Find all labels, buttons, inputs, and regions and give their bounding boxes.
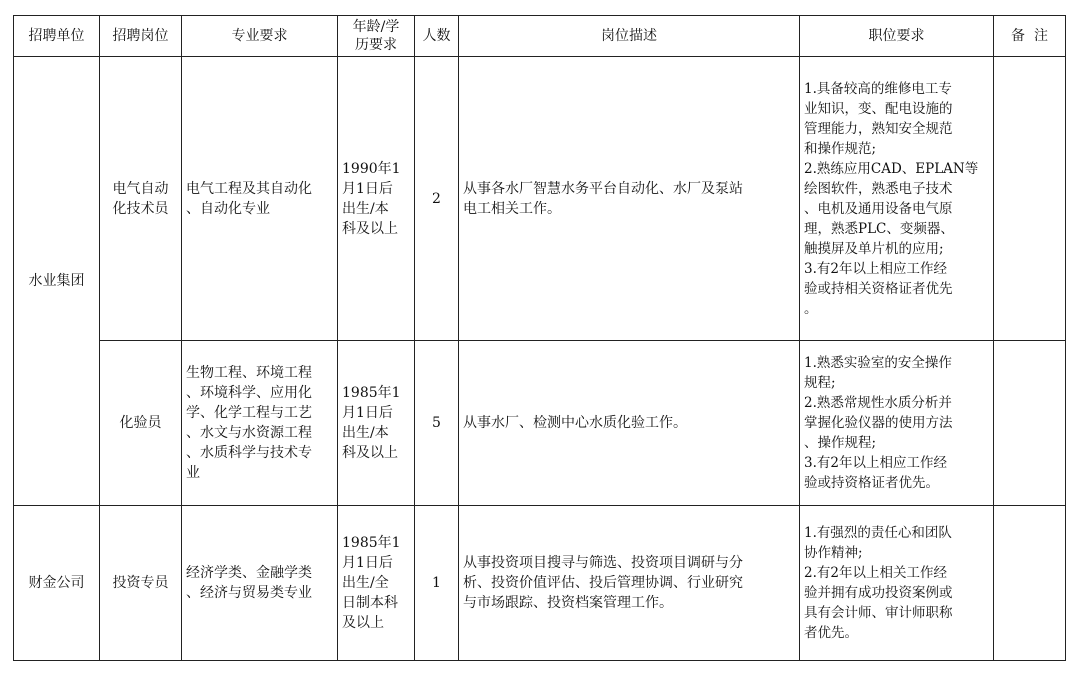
header-note: 备 注 (994, 16, 1066, 57)
age-cell: 1985年1 月1日后 出生/全 日制本科 及以上 (338, 506, 415, 661)
desc-cell: 从事各水厂智慧水务平台自动化、水厂及泵站 电工相关工作。 (459, 57, 800, 341)
count-cell: 2 (415, 57, 459, 341)
note-cell (994, 57, 1066, 341)
reqs-cell: 1.具备较高的维修电工专 业知识，变、配电设施的 管理能力，熟知安全规范 和操作规范; 2.熟练应用CAD、EPLAN等 绘图软件，熟悉电子技术 、电机及通用设备电气原 理，熟悉PLC、变频器、 触摸屏及单片机的应用; 3.有2年以上相应工作经 验或持相关资格证者优先 。 (800, 57, 994, 341)
recruitment-table (13, 15, 1066, 661)
post-cell: 电气自动 化技术员 (100, 57, 182, 341)
age-cell: 1985年1 月1日后 出生/本 科及以上 (338, 341, 415, 506)
major-cell: 经济学类、金融学类 、经济与贸易类专业 (182, 506, 338, 661)
age-cell: 1990年1 月1日后 出生/本 科及以上 (338, 57, 415, 341)
desc-cell: 从事水厂、检测中心水质化验工作。 (459, 341, 800, 506)
unit-cell: 水业集团 (14, 57, 100, 506)
header-row (14, 16, 1066, 57)
note-cell (994, 506, 1066, 661)
table-row (14, 57, 1066, 341)
table-row (14, 341, 1066, 506)
note-cell (994, 341, 1066, 506)
unit-cell: 财金公司 (14, 506, 100, 661)
post-cell: 投资专员 (100, 506, 182, 661)
desc-cell: 从事投资项目搜寻与筛选、投资项目调研与分 析、投资价值评估、投后管理协调、行业研究 与市场跟踪、投资档案管理工作。 (459, 506, 800, 661)
major-cell: 电气工程及其自动化 、自动化专业 (182, 57, 338, 341)
header-reqs: 职位要求 (800, 16, 994, 57)
header-post: 招聘岗位 (100, 16, 182, 57)
header-age: 年龄/学 历要求 (338, 16, 415, 57)
table-row (14, 506, 1066, 661)
major-cell: 生物工程、环境工程 、环境科学、应用化 学、化学工程与工艺 、水文与水资源工程 、水质科学与技术专 业 (182, 341, 338, 506)
header-count: 人数 (415, 16, 459, 57)
header-unit: 招聘单位 (14, 16, 100, 57)
count-cell: 1 (415, 506, 459, 661)
reqs-cell: 1.有强烈的责任心和团队 协作精神; 2.有2年以上相关工作经 验并拥有成功投资案例或 具有会计师、审计师职称 者优先。 (800, 506, 994, 661)
reqs-cell: 1.熟悉实验室的安全操作 规程; 2.熟悉常规性水质分析并 掌握化验仪器的使用方法 、操作规程; 3.有2年以上相应工作经 验或持资格证者优先。 (800, 341, 994, 506)
count-cell: 5 (415, 341, 459, 506)
post-cell: 化验员 (100, 341, 182, 506)
header-major: 专业要求 (182, 16, 338, 57)
header-desc: 岗位描述 (459, 16, 800, 57)
